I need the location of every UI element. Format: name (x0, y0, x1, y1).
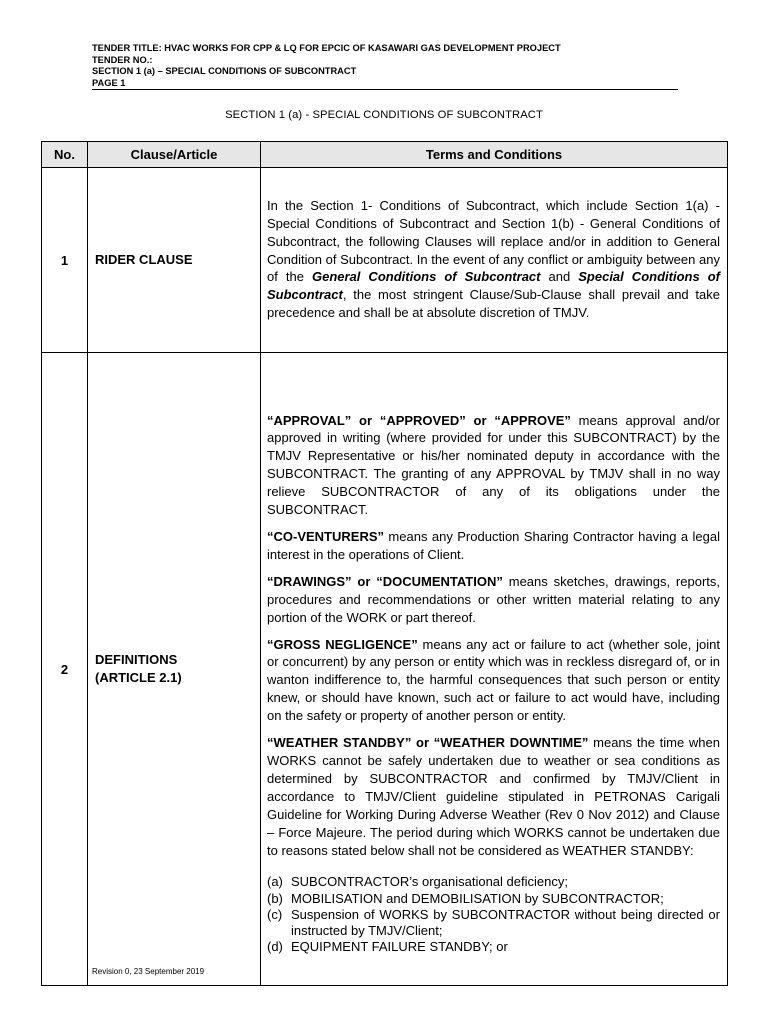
definition-term: “APPROVAL” or “APPROVED” or “APPROVE” (267, 412, 571, 428)
clause-title (88, 353, 261, 986)
list-item (267, 939, 720, 955)
rider-clause-text (267, 197, 720, 322)
table-row (42, 353, 728, 986)
list-item-label: (a) (267, 874, 283, 890)
row-number: 1 (42, 168, 88, 353)
conditions-table (41, 141, 728, 986)
tender-number: TENDER NO.: (92, 54, 153, 65)
definition-co-venturers (267, 528, 720, 564)
terms-cell (261, 353, 728, 986)
text-segment: and (540, 269, 579, 285)
definition-term: “DRAWINGS” or “DOCUMENTATION” (267, 573, 503, 589)
list-item (267, 874, 720, 890)
definition-weather-standby (267, 734, 720, 859)
table-row (42, 168, 728, 353)
section-title: SECTION 1 (a) - SPECIAL CONDITIONS OF SUBCONTRACT (225, 109, 543, 121)
list-item-text: SUBCONTRACTOR’s organisational deficiency; (291, 874, 568, 890)
revision-footer: Revision 0, 23 September 2019 (92, 967, 205, 976)
table-header-row (42, 142, 728, 168)
row-number: 2 (42, 353, 88, 986)
definition-term: “WEATHER STANDBY” or “WEATHER DOWNTIME” (267, 735, 589, 751)
definition-text: means any Production Sharing Contractor having a legal interest in the operations of Client. (267, 529, 720, 562)
list-item-label: (b) (267, 890, 283, 906)
emphasis-special-conditions: Special Conditions of Subcontract (267, 269, 720, 303)
definition-gross-negligence (267, 636, 720, 726)
list-item-text: EQUIPMENT FAILURE STANDBY; or (291, 939, 508, 955)
list-item-label: (d) (267, 939, 283, 955)
list-item (267, 890, 720, 907)
definition-drawings (267, 573, 720, 627)
terms-cell (261, 168, 728, 353)
document-header (92, 43, 678, 89)
clause-title: RIDER CLAUSE (88, 168, 261, 353)
list-item-text: Suspension of WORKS by SUBCONTRACTOR without being directed or instructed by TMJV/Client; (291, 906, 720, 939)
clause-article-ref: (ARTICLE 2.1) (95, 670, 182, 685)
clause-title-line: DEFINITIONS (95, 652, 178, 667)
definition-approval (267, 412, 720, 519)
list-item-text: MOBILISATION and DEMOBILISATION by SUBCONTRACTOR; (291, 890, 664, 906)
text-segment: In the Section 1- Conditions of Subcontract, which include Section 1(a) - Special Conditions of Subcontract and Section 1(b) - General Conditions of Subcontract, the following Clauses will replace and/or in addition to General Condition of Subcontract. In the event of any conflict or ambiguity between any of the (267, 197, 720, 285)
column-header-no: No. (42, 142, 88, 168)
definition-term: “CO-VENTURERS” (267, 529, 385, 544)
definition-term: “GROSS NEGLIGENCE” (267, 636, 418, 652)
text-segment: , the most stringent Clause/Sub-Clause shall prevail and take precedence and shall be at absolute discretion of TMJV. (267, 287, 720, 321)
column-header-terms: Terms and Conditions (261, 142, 728, 168)
header-page-number: PAGE 1 (92, 77, 126, 88)
list-item (267, 906, 720, 939)
header-divider (92, 89, 678, 90)
header-section: SECTION 1 (a) – SPECIAL CONDITIONS OF SUBCONTRACT (92, 66, 357, 76)
emphasis-general-conditions: General Conditions of Subcontract (311, 269, 541, 285)
column-header-clause: Clause/Article (88, 142, 261, 168)
definition-text: means approval and/or approved in writing (where provided for under this SUBCONTRACT) by the TMJV Representative or his/her nominated deputy in accordance with the SUBCONTRACT. The granting of any APPROVAL by TMJV shall in no way relieve SUBCONTRACTOR of any of its obligations under the SUBCONTRACT. (267, 412, 720, 518)
tender-title: TENDER TITLE: HVAC WORKS FOR CPP & LQ FOR EPCIC OF KASAWARI GAS DEVELOPMENT PROJECT (92, 43, 561, 53)
list-item-label: (c) (267, 906, 283, 922)
definition-text: means sketches, drawings, reports, procedures and recommendations or other written material relating to any portion of the WORK or part thereof. (267, 573, 721, 625)
definition-text: means any act or failure to act (whether sole, joint or concurrent) by any person or entity which was in reckless disregard of, or in wanton indifference to, the harmful consequences that such person or entity knew, or should have known, such act or failure to act would have, including on the safety or property of another person or entity. (267, 636, 720, 724)
exclusion-list (267, 874, 720, 955)
definition-text: means the time when WORKS cannot be safely undertaken due to weather or sea conditions as determined by SUBCONTRACTOR and confirmed by TMJV/Client in accordance to TMJV/Client guideline stipulated in PETRONAS Carigali Guideline for Working During Adverse Weather (Rev 0 Nov 2012) and Clause – Force Majeure. The period during which WORKS cannot be undertaken due to reasons stated below shall not be considered as WEATHER STANDBY: (267, 735, 720, 858)
